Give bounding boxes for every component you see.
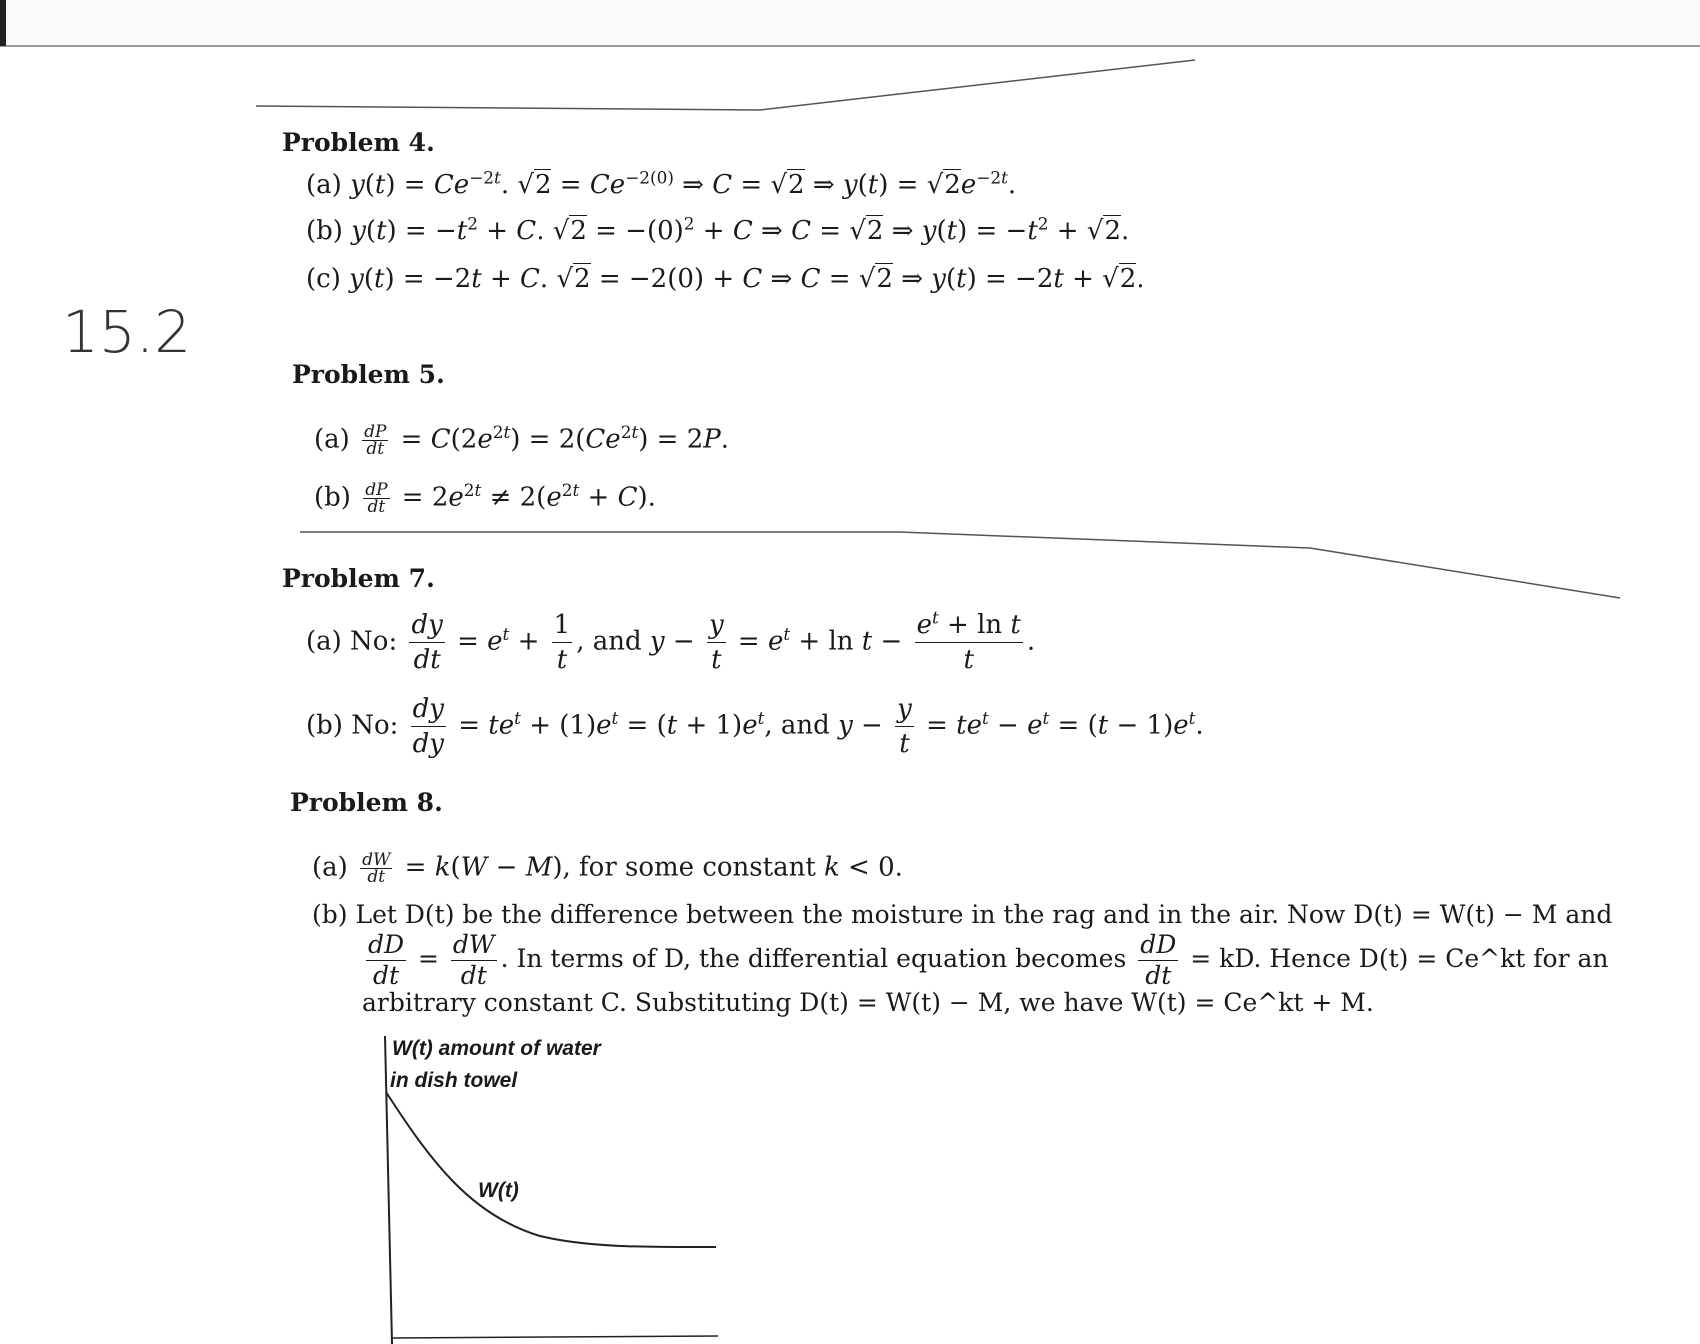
graph-x-axis [392, 1336, 718, 1338]
p4-part-a: (a) $y(t) = Ce^{-2t}$. $√2 = Ce^{-2(0)}$ ⇒ C = √2 ⇒ $y(t) = √2e^{-2t}$. [306, 167, 1017, 200]
p8-b-line2-tail: = kD. Hence D(t) = Ce^kt for an [1190, 944, 1609, 973]
p8-b-label: (b) [312, 900, 348, 929]
p8-a-label: (a) [312, 852, 348, 883]
graph-curve-label: W(t) [478, 1179, 519, 1202]
p5-a-label: (a) [314, 424, 350, 455]
p4-part-b: (b) $y(t) = -t^2 + C$. $√2 = -(0)^2 + C$ ⇒ C = √2 ⇒ $y(t) = -t^2 + √2$. [306, 213, 1130, 246]
p8-part-b-line2: $\frac{dD}{dt}$ = $\frac{dW}{dt}$ . In terms of D, the differential equation becomes $\frac{dD}{dt}$ = kD. Hence D(t) = Ce^kt for an [368, 930, 1609, 990]
p4-b-label: (b) [306, 216, 343, 246]
p7-b-label: (b) No: [306, 710, 399, 741]
p7-a-label: (a) No: [306, 626, 398, 657]
p8-a-tail: for some constant [579, 852, 816, 883]
graph-y-label-line1: W(t) amount of water [392, 1037, 601, 1060]
p8-b-line1-text: Let D(t) be the difference between the moisture in the rag and in the air. Now D(t) = W(t) − M and [355, 900, 1613, 929]
p7-a-and: and [592, 626, 642, 657]
p5-b-label: (b) [314, 482, 351, 513]
margin-note: 15.2 [62, 298, 192, 366]
p7-part-b: (b) No: $\frac{dy}{dy}$ = $te^t + (1)e^t = (t + 1)e^t$, and y − $\frac{y}{t}$ = $te^t - e^t = (t - 1)e^t$. [306, 694, 1204, 759]
p4-c-label: (c) [306, 264, 341, 294]
p8-part-b-line3: arbitrary constant C. Substituting D(t) = W(t) − M, we have W(t) = Ce^kt + M. [362, 988, 1374, 1017]
problem-4-heading: Problem 4. [282, 128, 435, 157]
p5-part-b: (b) $\frac{dP}{dt}$ = $2e^{2t} \ne 2(e^{2t} + C)$. [314, 479, 656, 517]
p4-part-c: (c) y(t) = −2t + C. √2 = −2(0) + C ⇒ C = √2 ⇒ y(t) = −2t + √2. [306, 264, 1145, 294]
problem-5-heading: Problem 5. [292, 360, 445, 389]
graph-y-label-line2: in dish towel [390, 1069, 518, 1092]
p7-b-and: and [780, 710, 830, 741]
problem-8-heading: Problem 8. [290, 788, 443, 817]
p8-b-line2-mid: . In terms of D, the differential equation becomes [500, 944, 1127, 973]
p4-a-label: (a) [306, 170, 342, 200]
problem-7-heading: Problem 7. [282, 564, 435, 593]
p7-part-a: (a) No: $\frac{dy}{dt}$ = $e^t$ + $\frac{1}{t}$ , and y − $\frac{y}{t}$ = $e^t + \ln t$ − $\frac{e^t + \ln t}{t}$ . [306, 607, 1036, 675]
p5-part-a: (a) $\frac{dP}{dt}$ = $C(2e^{2t}) = 2(Ce^{2t}) = 2P$. [314, 421, 729, 459]
p8-part-a: (a) $\frac{dW}{dt}$ = k(W − M), for some constant k < 0. [312, 850, 903, 887]
w-decay-curve [386, 1092, 716, 1247]
